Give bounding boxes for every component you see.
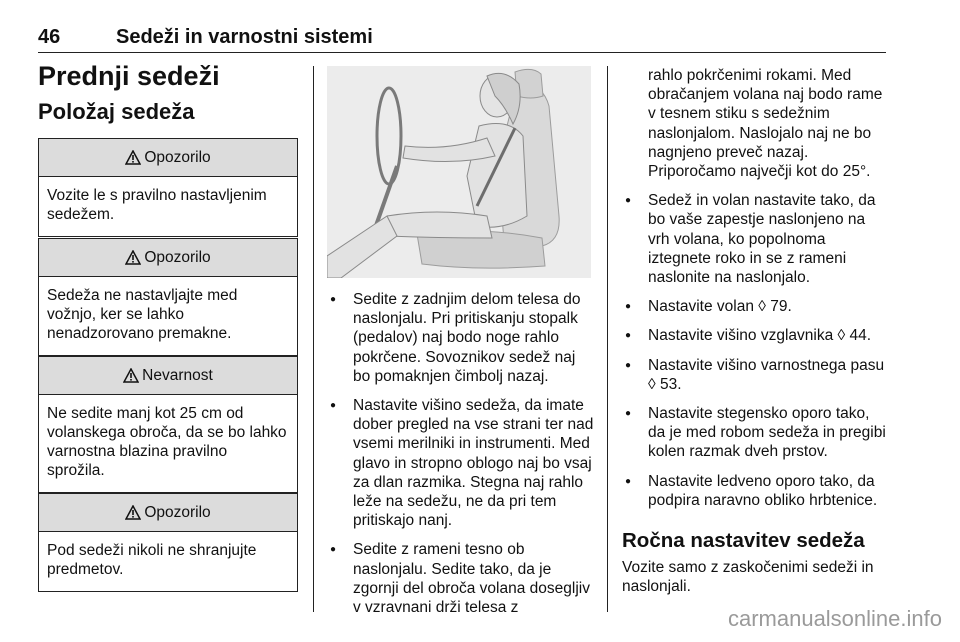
section-subtitle: Položaj sedeža <box>38 99 195 124</box>
column-divider <box>607 66 608 612</box>
list-item: ● Sedite z rameni tesno ob naslonjalu. Sedite tako, da je zgornji del obroča volana dosegljiv v vzravnani drži telesa z <box>327 540 595 617</box>
warning-box-text: Sedeža ne nastavljajte med vožnjo, ker se lahko nenadzorovano premakne. <box>47 287 238 342</box>
warning-box-label: Opozorilo <box>144 503 211 521</box>
page-header <box>38 26 886 53</box>
warning-triangle-icon <box>125 505 141 520</box>
warning-triangle-icon <box>123 368 139 383</box>
warning-box-2 <box>38 238 298 356</box>
right-column <box>622 66 890 596</box>
list-item-continuation: rahlo pokrčenimi rokami. Med obračanjem volana naj bodo rame v tesnem stiku s sedežnim naslonjalom. Naslojalo naj ne bo nagnjeno preveč nazaj. Priporočamo največji kot do 25°. <box>648 67 883 181</box>
warning-box-header <box>39 139 297 177</box>
watermark: carmanualsonline.info <box>727 606 942 631</box>
list-item: ● Nastavite ledveno oporo tako, da podpira naravno obliko hrbtenice. <box>622 472 890 510</box>
list-item: ● Nastavite višino vzglavnika ◊ 44. <box>622 326 890 345</box>
warning-box-3 <box>38 493 298 592</box>
danger-box-label: Nevarnost <box>142 366 213 384</box>
warning-box-text: Pod sedeži nikoli ne shranjujte predmetov. <box>47 542 257 578</box>
section-title: Ročna nastavitev sedeža <box>622 529 865 553</box>
warning-triangle-icon <box>125 250 141 265</box>
danger-box-text: Ne sedite manj kot 25 cm od volanskega obroča, da se bo lahko varnostna blazina pravilno sprožila. <box>47 405 287 479</box>
running-title: Sedeži in varnostni sistemi <box>116 26 373 48</box>
list-item: ● Nastavite volan ◊ 79. <box>622 297 890 316</box>
warning-box-header <box>39 239 297 277</box>
instruction-list <box>622 191 890 510</box>
instruction-list <box>327 290 595 617</box>
section-text: Vozite samo z zaskočenimi sedeži in naslonjali. <box>622 559 874 596</box>
list-item: ● Nastavite višino varnostnega pasu ◊ 53. <box>622 356 890 394</box>
page-title: Prednji sedeži <box>38 61 220 91</box>
column-divider <box>313 66 314 612</box>
warning-triangle-icon <box>125 150 141 165</box>
warning-box-text: Vozite le s pravilno nastavljenim sedežem. <box>47 187 267 223</box>
seat-illustration <box>327 66 591 278</box>
list-item: ● Sedež in volan nastavite tako, da bo vaše zapestje naslonjeno na vrh volana, ko popolnoma iztegnete roko in se z rameni naslonite na naslonjalo. <box>622 191 890 287</box>
middle-column <box>327 290 595 627</box>
list-item: ● Nastavite višino sedeža, da imate dober pregled na vse strani ter nad vsemi merilniki in instrumenti. Med glavo in stropno oblogo naj bo vsaj za dlan razmika. Stegna naj rahlo leže na sedežu, ne da pri tem pritiskajo nanj. <box>327 396 595 530</box>
warning-box-label: Opozorilo <box>144 248 211 266</box>
list-item: ● Nastavite stegensko oporo tako, da je med robom sedeža in pregibi kolen razmak dveh prstov. <box>622 404 890 462</box>
page-number: 46 <box>38 26 61 48</box>
warning-box-1 <box>38 138 298 237</box>
danger-box-header <box>39 357 297 395</box>
danger-box <box>38 356 298 493</box>
list-item: ● Sedite z zadnjim delom telesa do naslonjalu. Pri pritiskanju stopalk (pedalov) naj bodo noge rahlo pokrčene. Sovoznikov sedež naj bo pomaknjen čimbolj nazaj. <box>327 290 595 386</box>
warning-box-header <box>39 494 297 532</box>
driver-seat-drawing <box>327 66 591 278</box>
warning-box-label: Opozorilo <box>144 148 211 166</box>
left-column <box>38 58 298 578</box>
